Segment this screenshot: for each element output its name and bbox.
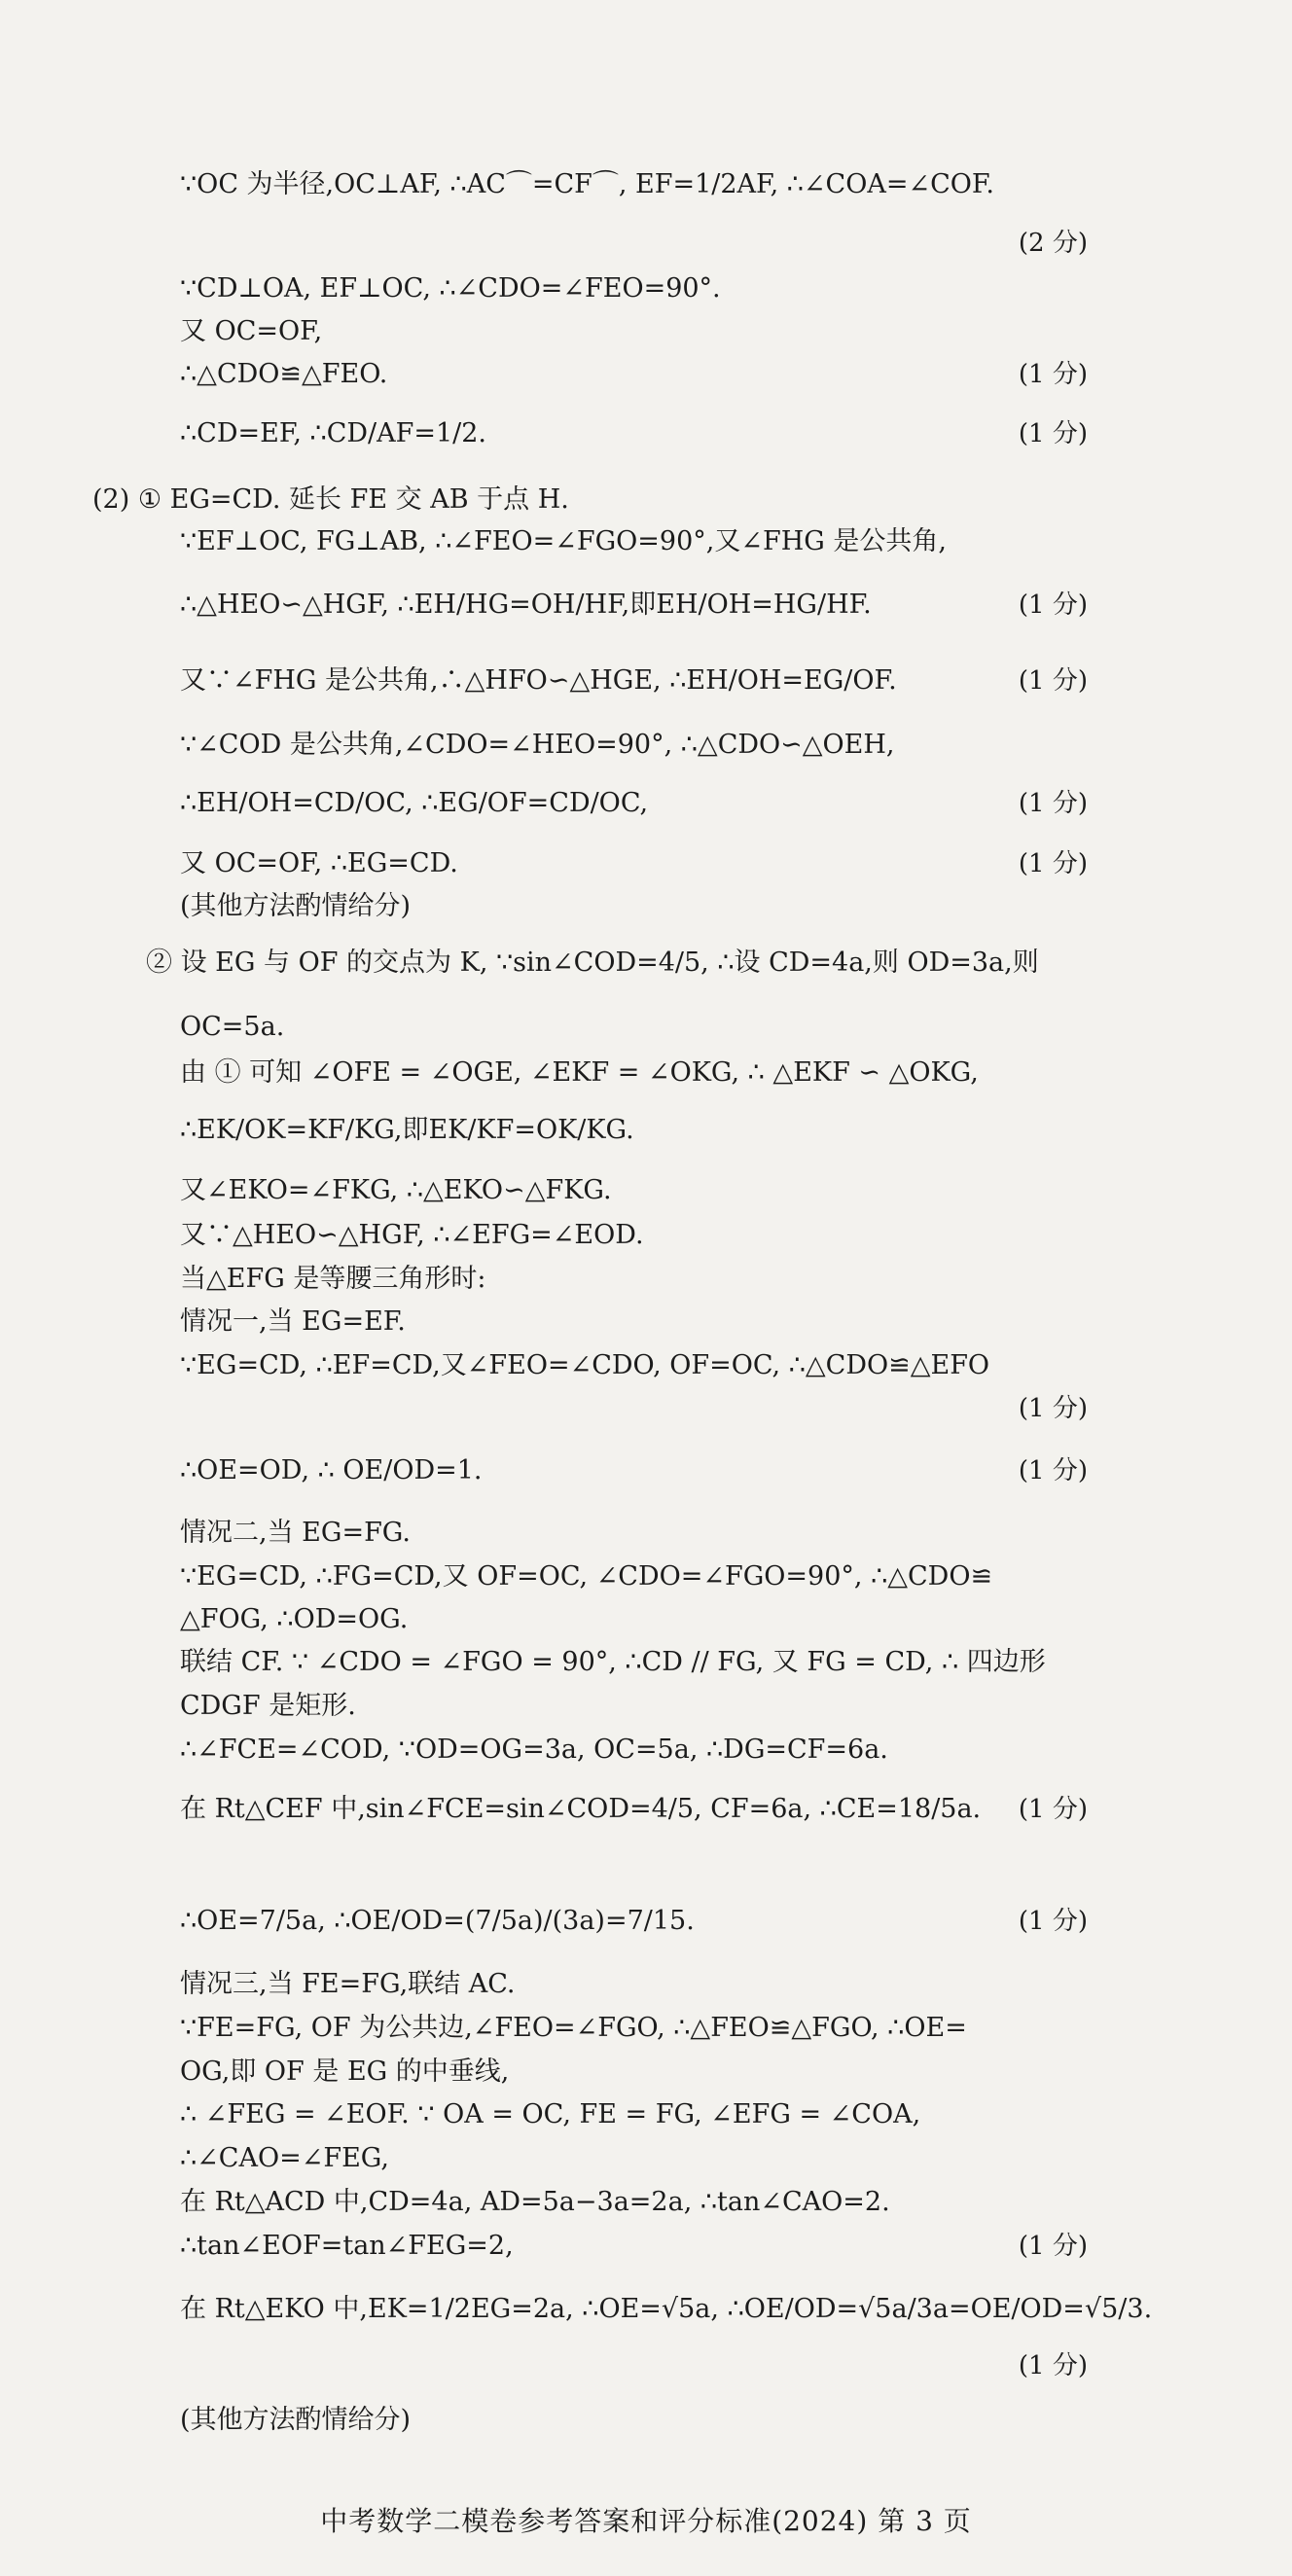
line-score: (1 分)	[1018, 666, 1088, 696]
line-text: ∴EH/OH=CD/OC, ∴EG/OF=CD/OC,	[180, 788, 649, 818]
line-text: ∵FE=FG, OF 为公共边,∠FEO=∠FGO, ∴△FEO≌△FGO, ∴OE=	[180, 2013, 967, 2043]
line-score: (1 分)	[1018, 1394, 1088, 1423]
page-footer: 中考数学二模卷参考答案和评分标准(2024) 第 3 页	[320, 2505, 972, 2537]
line-text: (其他方法酌情给分)	[180, 891, 412, 921]
line-text: ∴OE=7/5a, ∴OE/OD=(7/5a)/(3a)=7/15.	[180, 1906, 695, 1936]
line-text: CDGF 是矩形.	[180, 1691, 356, 1721]
line-text: 又∠EKO=∠FKG, ∴△EKO∽△FKG.	[180, 1175, 612, 1205]
line-text: 在 Rt△ACD 中,CD=4a, AD=5a−3a=2a, ∴tan∠CAO=2.	[180, 2187, 890, 2217]
line-text: △FOG, ∴OD=OG.	[180, 1604, 409, 1634]
line-text: 情况二,当 EG=FG.	[180, 1518, 411, 1548]
line-text: ② 设 EG 与 OF 的交点为 K, ∵sin∠COD=4/5, ∴设 CD=4a,则 OD=3a,则	[146, 948, 1039, 978]
line-text: 又 OC=OF, ∴EG=CD.	[180, 848, 458, 878]
line-text: 当△EFG 是等腰三角形时:	[180, 1264, 486, 1294]
line-text: (2) ① EG=CD. 延长 FE 交 AB 于点 H.	[92, 484, 569, 515]
line-score: (1 分)	[1018, 419, 1088, 448]
line-text: ∴OE=OD, ∴ OE/OD=1.	[180, 1455, 483, 1485]
line-text: ∵∠COD 是公共角,∠CDO=∠HEO=90°, ∴△CDO∽△OEH,	[180, 730, 895, 760]
line-text: 情况三,当 FE=FG,联结 AC.	[180, 1969, 516, 1999]
line-text: OG,即 OF 是 EG 的中垂线,	[180, 2057, 510, 2087]
line-score: (1 分)	[1018, 1907, 1088, 1936]
line-score: (1 分)	[1018, 360, 1088, 389]
line-text: OC=5a.	[180, 1012, 285, 1042]
line-score: (1 分)	[1018, 1456, 1088, 1485]
line-score: (1 分)	[1018, 789, 1088, 818]
line-text: 由 ① 可知 ∠OFE = ∠OGE, ∠EKF = ∠OKG, ∴ △EKF ∽ △OKG,	[180, 1057, 979, 1088]
line-text: 在 Rt△EKO 中,EK=1/2EG=2a, ∴OE=√5a, ∴OE/OD=√5a/3a=OE/OD=√5/3.	[180, 2294, 1153, 2324]
line-text: ∵EF⊥OC, FG⊥AB, ∴∠FEO=∠FGO=90°,又∠FHG 是公共角,	[180, 526, 947, 556]
line-text: 联结 CF. ∵ ∠CDO = ∠FGO = 90°, ∴CD // FG, 又 FG = CD, ∴ 四边形	[180, 1647, 1046, 1677]
line-text: 又 OC=OF,	[180, 316, 323, 346]
line-text: 在 Rt△CEF 中,sin∠FCE=sin∠COD=4/5, CF=6a, ∴CE=18/5a.	[180, 1794, 982, 1824]
line-score: (2 分)	[1018, 229, 1088, 258]
line-text: (其他方法酌情给分)	[180, 2405, 412, 2435]
line-text: 情况一,当 EG=EF.	[180, 1306, 406, 1337]
line-text: ∴ ∠FEG = ∠EOF. ∵ OA = OC, FE = FG, ∠EFG = ∠COA,	[180, 2099, 921, 2129]
line-text: ∴∠CAO=∠FEG,	[180, 2143, 389, 2173]
line-text: ∴△CDO≌△FEO.	[180, 359, 388, 389]
line-text: 又∵∠FHG 是公共角,∴△HFO∽△HGE, ∴EH/OH=EG/OF.	[180, 665, 897, 696]
line-score: (1 分)	[1018, 590, 1088, 620]
line-score: (1 分)	[1018, 849, 1088, 878]
line-text: ∴tan∠EOF=tan∠FEG=2,	[180, 2231, 514, 2261]
line-text: ∵EG=CD, ∴FG=CD,又 OF=OC, ∠CDO=∠FGO=90°, ∴△CDO≌	[180, 1561, 993, 1592]
line-text: ∴△HEO∽△HGF, ∴EH/HG=OH/HF,即EH/OH=HG/HF.	[180, 590, 872, 620]
line-text: ∵OC 为半径,OC⊥AF, ∴AC⌒=CF⌒, EF=1/2AF, ∴∠COA=∠COF.	[180, 169, 994, 199]
line-score: (1 分)	[1018, 2351, 1088, 2380]
line-text: ∴∠FCE=∠COD, ∵OD=OG=3a, OC=5a, ∴DG=CF=6a.	[180, 1735, 888, 1765]
line-text: ∴EK/OK=KF/KG,即EK/KF=OK/KG.	[180, 1115, 634, 1145]
line-text: ∴CD=EF, ∴CD/AF=1/2.	[180, 418, 486, 448]
line-text: ∵CD⊥OA, EF⊥OC, ∴∠CDO=∠FEO=90°.	[180, 273, 721, 304]
line-score: (1 分)	[1018, 2232, 1088, 2261]
line-text: ∵EG=CD, ∴EF=CD,又∠FEO=∠CDO, OF=OC, ∴△CDO≌△EFO	[180, 1350, 990, 1380]
line-score: (1 分)	[1018, 1795, 1088, 1824]
line-text: 又∵△HEO∽△HGF, ∴∠EFG=∠EOD.	[180, 1220, 644, 1250]
